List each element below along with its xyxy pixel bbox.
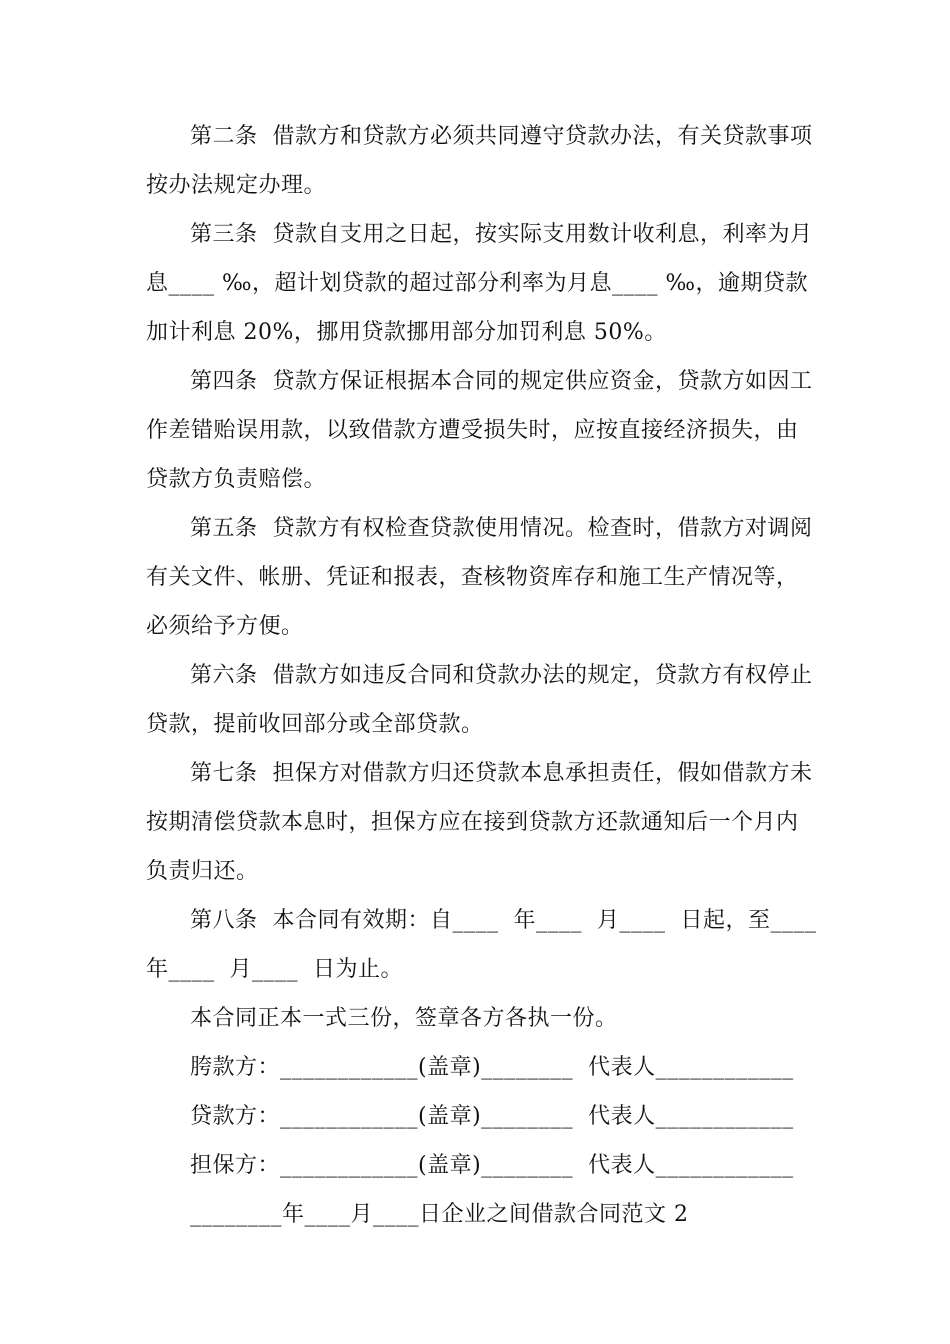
article-3-line-3: 加计利息 20%，挪用贷款挪用部分加罚利息 50%。 bbox=[146, 320, 667, 345]
date-and-next-title-line: ________年____月____日企业之间借款合同范文 2 bbox=[190, 1202, 689, 1227]
article-6-line-2: 贷款，提前收回部分或全部贷款。 bbox=[146, 712, 484, 737]
article-4-line-1: 第四条 贷款方保证根据本合同的规定供应资金，贷款方如因工 bbox=[190, 369, 813, 394]
article-4-line-3: 贷款方负责赔偿。 bbox=[146, 467, 327, 492]
copies-clause: 本合同正本一式三份，签章各方各执一份。 bbox=[190, 1006, 618, 1031]
article-7-line-3: 负责归还。 bbox=[146, 859, 259, 884]
article-5-line-1: 第五条 贷款方有权检查贷款使用情况。检查时，借款方对调阅 bbox=[190, 516, 813, 541]
article-6-line-1: 第六条 借款方如违反合同和贷款办法的规定，贷款方有权停止 bbox=[190, 663, 813, 688]
article-7-line-1: 第七条 担保方对借款方归还贷款本息承担责任，假如借款方未 bbox=[190, 761, 813, 786]
article-3-line-2: 息____ ‰，超计划贷款的超过部分利率为月息____ ‰，逾期贷款 bbox=[146, 271, 809, 296]
lender-signature-line: 贷款方：____________(盖章)________ 代表人____________ bbox=[190, 1104, 794, 1129]
article-8-line-1: 第八条 本合同有效期：自____ 年____ 月____ 日起，至____ bbox=[190, 908, 817, 933]
article-8-line-2: 年____ 月____ 日为止。 bbox=[146, 957, 403, 982]
article-2-line-1: 第二条 借款方和贷款方必须共同遵守贷款办法，有关贷款事项 bbox=[190, 124, 813, 149]
borrower-signature-line: 胯款方：____________(盖章)________ 代表人____________ bbox=[190, 1055, 794, 1080]
article-3-line-1: 第三条 贷款自支用之日起，按实际支用数计收利息，利率为月 bbox=[190, 222, 813, 247]
article-5-line-2: 有关文件、帐册、凭证和报表，查核物资库存和施工生产情况等， bbox=[146, 565, 799, 590]
article-2-line-2: 按办法规定办理。 bbox=[146, 173, 327, 198]
article-7-line-2: 按期清偿贷款本息时，担保方应在接到贷款方还款通知后一个月内 bbox=[146, 810, 799, 835]
article-4-line-2: 作差错贻误用款，以致借款方遭受损失时，应按直接经济损失，由 bbox=[146, 418, 799, 443]
guarantor-signature-line: 担保方：____________(盖章)________ 代表人____________ bbox=[190, 1153, 794, 1178]
article-5-line-3: 必须给予方便。 bbox=[146, 614, 304, 639]
